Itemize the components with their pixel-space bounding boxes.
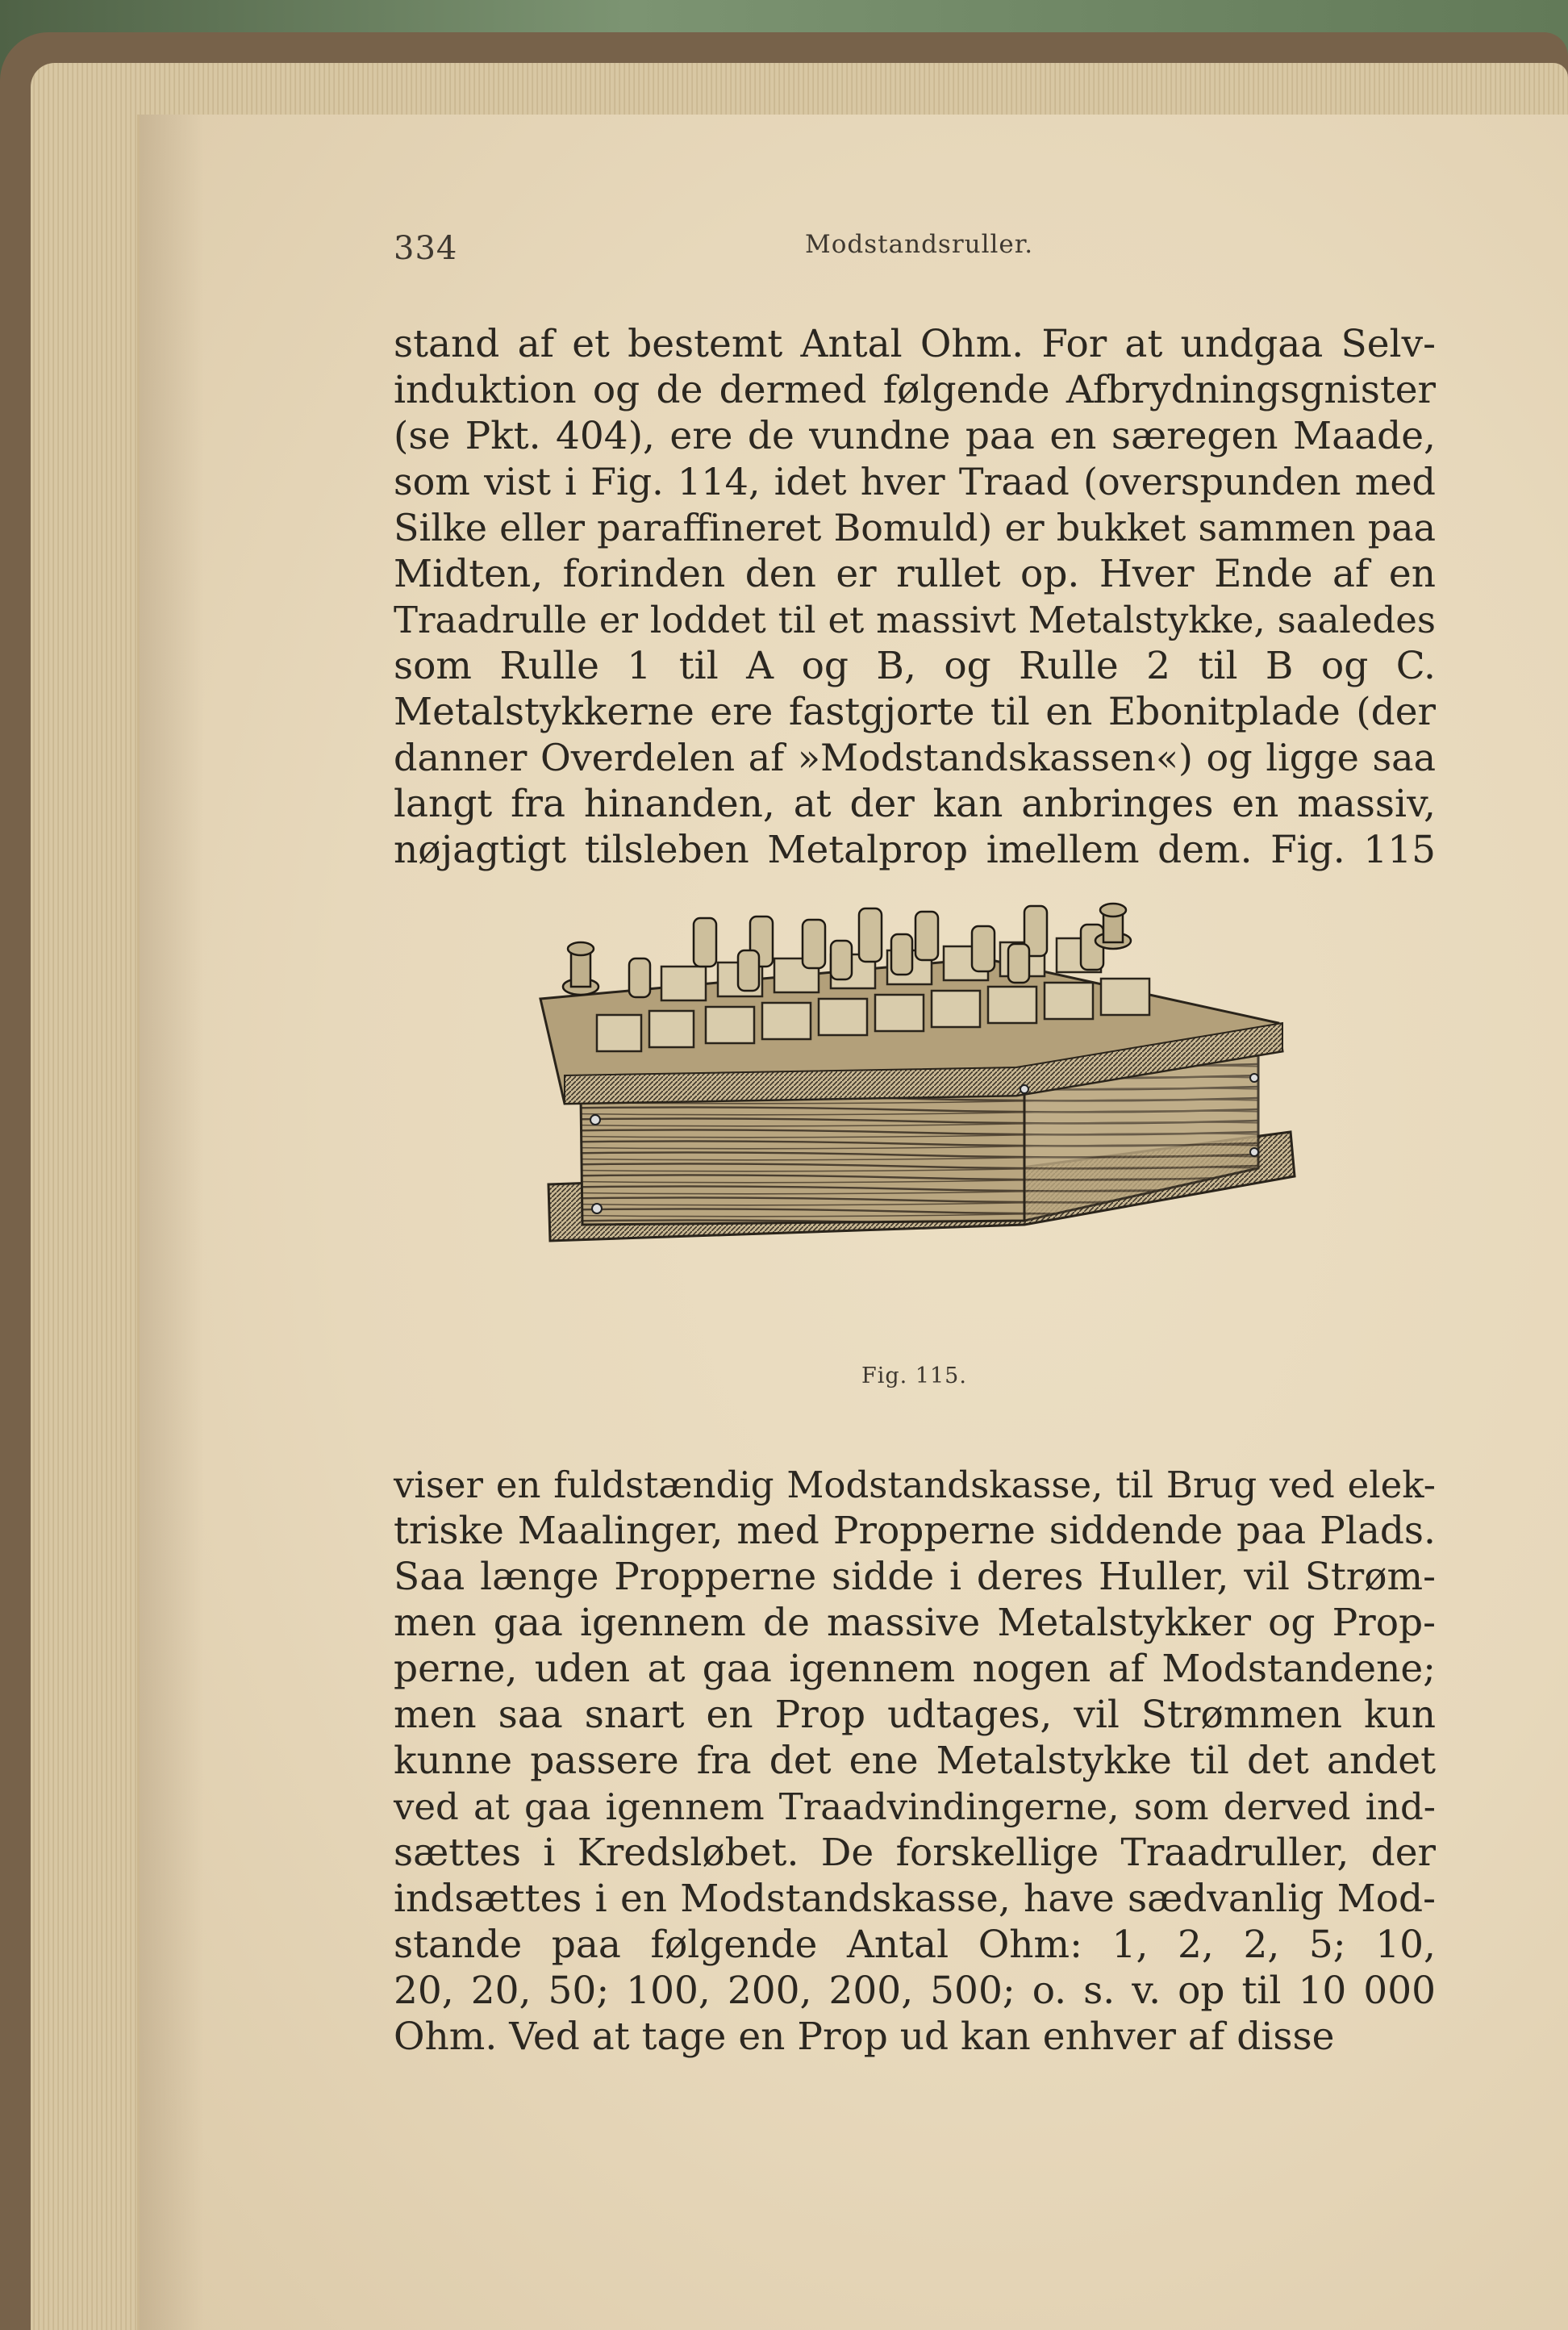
- text-line: viser en fuldstændig Modstandskasse, til Brug ved elek-: [394, 1464, 1436, 1506]
- text-line: som Rulle 1 til A og B, og Rulle 2 til B og C.: [394, 644, 1436, 688]
- text-line: nøjagtigt tilsleben Metalprop imellem dem. Fig. 115: [394, 828, 1436, 872]
- text-line: sættes i Kredsløbet. De forskellige Traadruller, der: [394, 1831, 1436, 1875]
- text-line: triske Maalinger, med Propperne siddende paa Plads.: [394, 1509, 1436, 1553]
- text-line: langt fra hinanden, at der kan anbringes en massiv,: [394, 782, 1436, 826]
- text-line: (se Pkt. 404), ere de vundne paa en særegen Maade,: [394, 414, 1436, 458]
- text-line: men gaa igennem de massive Metalstykker og Prop-: [394, 1601, 1436, 1645]
- text-line: som vist i Fig. 114, idet hver Traad (overspunden med: [394, 460, 1436, 503]
- text-line: men saa snart en Prop udtages, vil Strømmen kun: [394, 1693, 1436, 1737]
- text-line: Ohm. Ved at tage en Prop ud kan enhver af disse: [394, 2015, 1335, 2059]
- text-line: danner Overdelen af »Modstandskassen«) og ligge saa: [394, 736, 1436, 779]
- text-line: stande paa følgende Antal Ohm: 1, 2, 2, 5; 10,: [394, 1923, 1436, 1967]
- gutter-shadow: [140, 115, 204, 2330]
- text-line: Metalstykkerne ere fastgjorte til en Ebonitplade (der: [394, 690, 1436, 734]
- text-line: Saa længe Propperne sidde i deres Huller, vil Strøm-: [394, 1555, 1436, 1599]
- text-line: Midten, forinden den er rullet op. Hver Ende af en: [394, 552, 1436, 596]
- text-line: Silke eller paraffineret Bomuld) er bukket sammen paa: [394, 506, 1436, 549]
- text-line: indsættes i en Modstandskasse, have sædvanlig Mod-: [394, 1877, 1436, 1921]
- text-line: stand af et bestemt Antal Ohm. For at undgaa Selv-: [394, 322, 1436, 366]
- text-line: ved at gaa igennem Traadvindingerne, som derved ind-: [394, 1785, 1436, 1828]
- page-number: 334: [394, 230, 458, 267]
- text-line: perne, uden at gaa igennem nogen af Modstandene;: [394, 1647, 1436, 1691]
- running-head: Modstandsruller.: [805, 230, 1034, 259]
- paragraph-top: [394, 321, 1436, 873]
- figure-caption: Fig. 115.: [861, 1363, 967, 1388]
- text-line: 20, 20, 50; 100, 200, 200, 500; o. s. v. op til 10 000: [394, 1969, 1436, 2013]
- resistance-box-illustration: [532, 902, 1307, 1346]
- text-line: Traadrulle er loddet til et massivt Metalstykke, saaledes: [394, 599, 1436, 641]
- paragraph-bottom: [394, 1462, 1436, 2060]
- text-line: induktion og de dermed følgende Afbrydningsgnister: [394, 368, 1436, 412]
- text-line: kunne passere fra det ene Metalstykke til det andet: [394, 1739, 1436, 1783]
